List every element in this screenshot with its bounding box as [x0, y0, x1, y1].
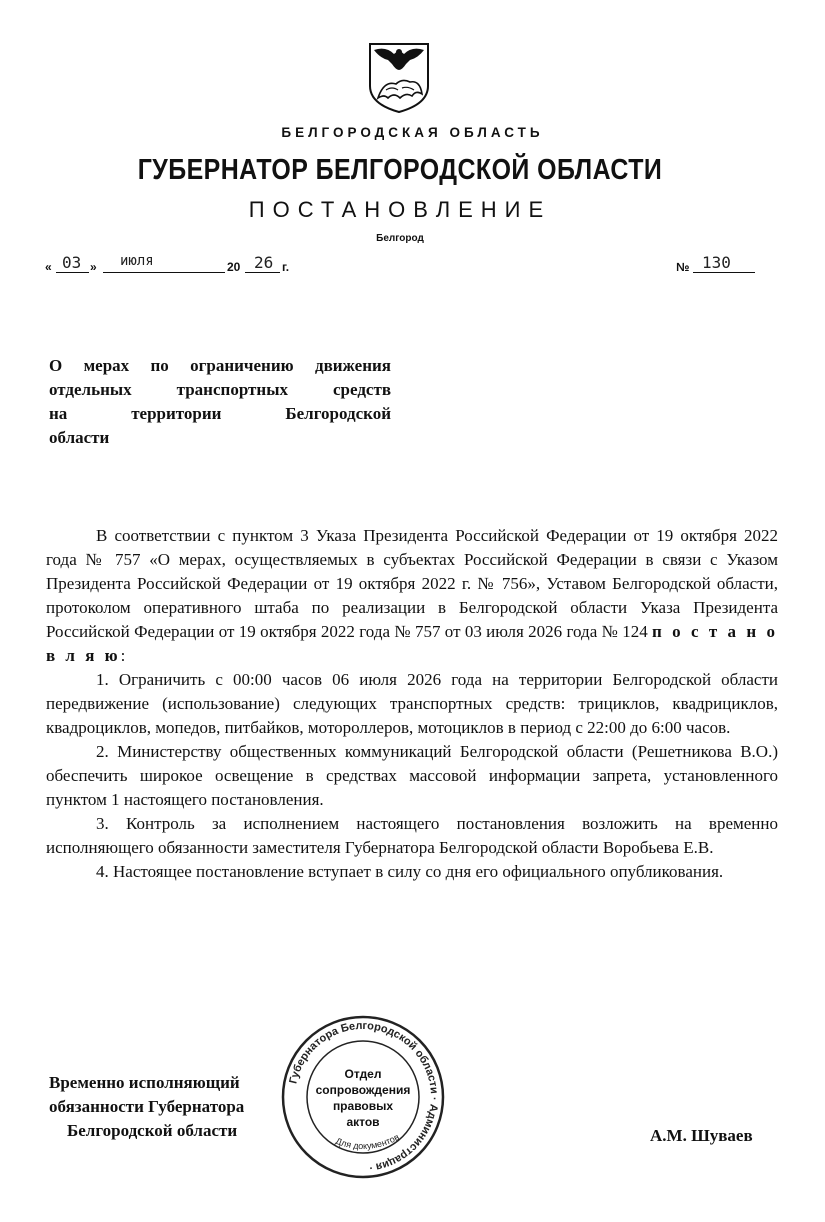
preamble-text: В соответствии с пунктом 3 Указа Президента Российской Федерации от 19 октября 2022 года № 757 «О мерах, осуществляемых в субъектах Российской Федерации в связи с Указом Президента Российской Федерации от 19 октября 2022 г. № 756», Уставом Белгородской области, протоколом оперативного штаба по реализации в Белгородской области Указа Президента Российской Федерации от 19 октября 2022 года № 757 от 03 июля 2026 года № 124 — [46, 526, 778, 641]
subject-line: области — [49, 428, 110, 447]
date-year: 26 — [254, 253, 274, 272]
year-suffix: г. — [282, 260, 290, 274]
clause-1: 1. Ограничить с 00:00 часов 06 июля 2026 года на территории Белгородской области передвижение (использование) следующих транспортных средств: трициклов, квадрициклов, квадроциклов, мопедов, питбайков, мотороллеров, мотоциклов в период с 22:00 до 6:00 часов. — [46, 670, 778, 737]
date-day: 03 — [62, 253, 82, 272]
date-month: июля — [120, 253, 154, 269]
number-underline — [693, 272, 755, 273]
position-line: Белгородской области — [67, 1121, 238, 1140]
subject-line: на территории Белгородской — [49, 404, 391, 423]
clause-4: 4. Настоящее постановление вступает в силу со дня его официального опубликования. — [96, 862, 724, 881]
official-stamp — [278, 1012, 448, 1182]
stamp-bottom-text: Для документов — [334, 1131, 401, 1152]
clause-2: 2. Министерству общественных коммуникаций Белгородской области (Решетникова В.О.) обеспечить широкое освещение в средствах массовой информации запрета, установленного пунктом 1 настоящего постановления. — [46, 742, 778, 809]
clause-3: 3. Контроль за исполнением настоящего постановления возложить на временно исполняющего обязанности заместителя Губернатора Белгородской области Воробьева Е.В. — [46, 814, 778, 857]
position-line: Временно исполняющий — [49, 1073, 240, 1092]
stamp-center-line: Отдел — [344, 1067, 382, 1081]
city-label: Белгород — [376, 233, 424, 244]
document-subject — [49, 354, 391, 450]
subject-line: отдельных транспортных средств — [49, 380, 391, 399]
year-prefix: 20 — [227, 260, 241, 274]
signatory-name: А.М. Шуваев — [650, 1126, 753, 1145]
quote-close: » — [90, 260, 97, 274]
day-underline — [56, 272, 89, 273]
position-line: обязанности Губернатора — [49, 1097, 245, 1116]
document-number: 130 — [702, 253, 731, 272]
stamp-center-line: сопровождения — [315, 1083, 411, 1097]
number-label: № — [676, 260, 690, 274]
decree-colon: : — [120, 646, 126, 665]
document-body — [46, 524, 778, 884]
document-type: ПОСТАНОВЛЕНИЕ — [248, 197, 552, 222]
coat-of-arms-emblem — [366, 40, 432, 114]
subject-line: О мерах по ограничению движения — [49, 356, 391, 375]
preamble-paragraph — [46, 524, 778, 668]
stamp-center-line: правовых — [332, 1099, 394, 1113]
stamp-ring-text: Губернатора Белгородской области · Администрация · — [287, 1019, 441, 1174]
governor-heading: ГУБЕРНАТОР БЕЛГОРОДСКОЙ ОБЛАСТИ — [137, 154, 663, 186]
signatory-position — [49, 1071, 309, 1143]
decree-word: п о с т а н о в л я ю — [46, 622, 778, 665]
stamp-center-line: актов — [346, 1115, 380, 1129]
region-heading: БЕЛГОРОДСКАЯ ОБЛАСТЬ — [281, 125, 544, 140]
quote-open: « — [45, 260, 52, 274]
year-underline — [245, 272, 280, 273]
month-underline — [103, 272, 225, 273]
